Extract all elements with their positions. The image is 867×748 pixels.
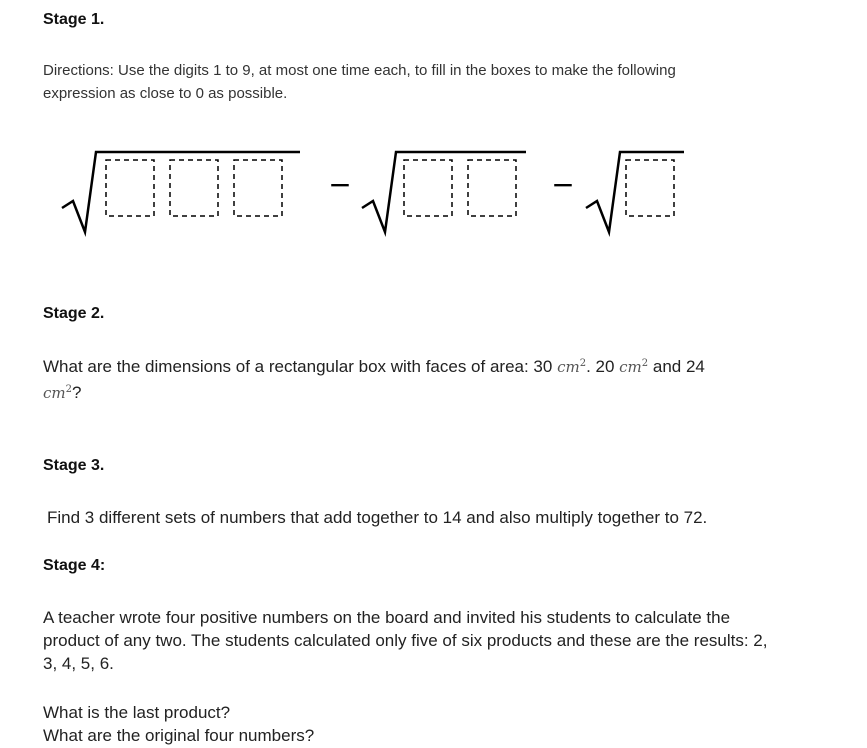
minus-sign-1: − <box>328 168 352 201</box>
stage-2-question <box>43 355 843 379</box>
digit-box[interactable] <box>234 160 282 216</box>
unit-cm-1: $cm^2$ <box>557 358 587 376</box>
radical-3 <box>586 152 684 232</box>
stage-4-heading: Stage 4: <box>43 557 106 574</box>
digit-box[interactable] <box>626 160 674 216</box>
stage-4-question-1: What is the last product? <box>43 703 231 722</box>
digit-box[interactable] <box>106 160 154 216</box>
stage-2-text-before: What are the dimensions of a rectangular box with faces of area: 30 <box>43 357 558 376</box>
radical-1 <box>62 152 300 232</box>
radical-sign-1 <box>62 152 300 232</box>
stage-1-directions-line-1: Directions: Use the digits 1 to 9, at most one time each, to fill in the boxes to make the following <box>43 62 676 79</box>
radical-2 <box>362 152 526 232</box>
unit-cm-2: $cm^2$ <box>619 358 649 376</box>
radical-sign-2 <box>362 152 526 232</box>
stage-4-line-2: product of any two. The students calculated only five of six products and these are the results: 2, <box>43 631 768 650</box>
radical-expression <box>0 140 867 240</box>
minus-sign-2: − <box>551 168 575 201</box>
stage-4-question-2: What are the original four numbers? <box>43 726 315 745</box>
stage-3-question: Find 3 different sets of numbers that add together to 14 and also multiply together to 72. <box>47 508 708 527</box>
digit-box[interactable] <box>404 160 452 216</box>
digit-box[interactable] <box>468 160 516 216</box>
stage-2-end: ? <box>72 383 82 402</box>
stage-2-sep-2: and 24 <box>648 357 705 376</box>
radical-sign-3 <box>586 152 684 232</box>
stage-2-sep-1: . 20 <box>586 357 620 376</box>
stage-4-line-1: A teacher wrote four positive numbers on the board and invited his students to calculate the <box>43 608 731 627</box>
unit-cm-3: $cm^2$ <box>43 384 72 402</box>
stage-2-question-line-2 <box>43 381 81 405</box>
stage-1-directions-line-2: expression as close to 0 as possible. <box>43 85 288 102</box>
digit-box[interactable] <box>170 160 218 216</box>
stage-1-heading: Stage 1. <box>43 11 105 28</box>
stage-2-heading: Stage 2. <box>43 305 105 322</box>
stage-4-line-3: 3, 4, 5, 6. <box>43 654 114 673</box>
stage-3-heading: Stage 3. <box>43 457 105 474</box>
